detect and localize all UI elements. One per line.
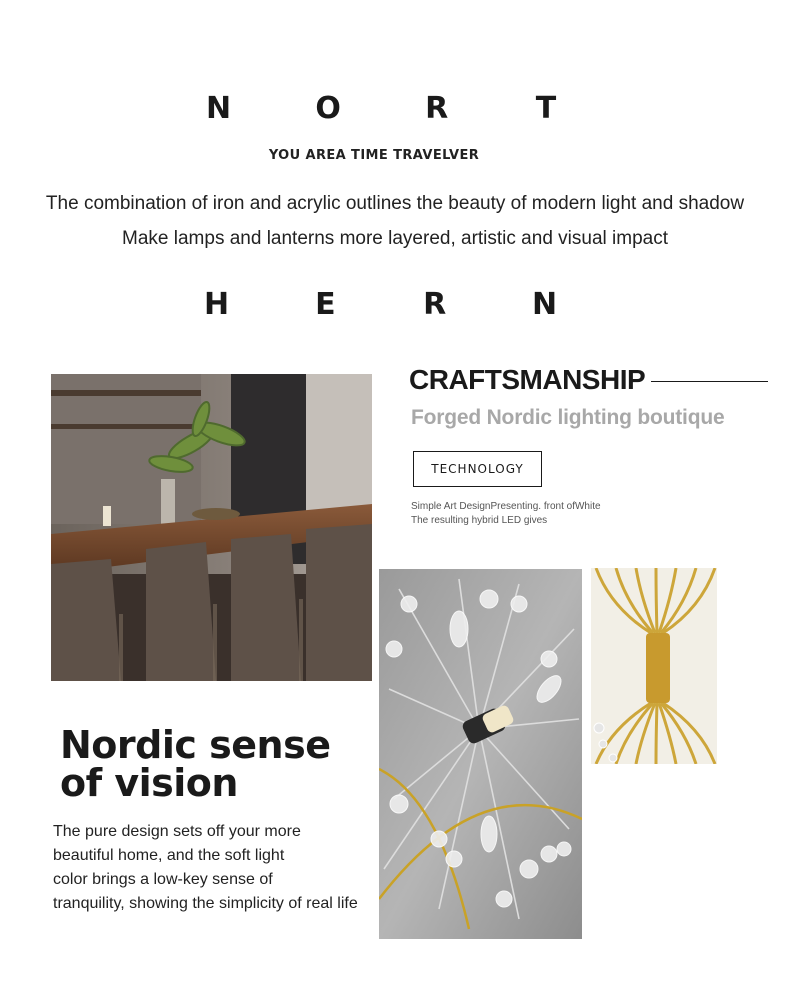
intro-line-2: Make lamps and lanterns more layered, artistic and visual impact xyxy=(122,228,668,249)
intro-line-1: The combination of iron and acrylic outlines the beauty of modern light and shadow xyxy=(45,193,745,214)
nordic-body-line-3: color brings a low-key sense of xyxy=(53,871,273,888)
nordic-body-line-2: beautiful home, and the soft light xyxy=(53,847,285,864)
letter: E xyxy=(315,286,336,322)
letter: N xyxy=(531,286,558,322)
craftsmanship-description xyxy=(411,500,601,528)
letter: T xyxy=(535,90,557,126)
craft-desc-line-1: Simple Art DesignPresenting. front ofWhite xyxy=(411,501,601,512)
letter: O xyxy=(315,90,341,126)
craft-desc-line-2: The resulting hybrid LED gives xyxy=(411,515,548,526)
letter: H xyxy=(204,286,230,322)
nordic-body-line-4: tranquility, showing the simplicity of real life xyxy=(53,895,358,912)
letter: R xyxy=(423,286,447,322)
letter: R xyxy=(425,90,449,126)
nordic-body-text xyxy=(53,820,358,916)
nordic-heading xyxy=(60,723,331,805)
nordic-heading-line-2: of vision xyxy=(60,761,238,805)
dining-room-photo xyxy=(51,374,372,681)
technology-button[interactable]: TECHNOLOGY xyxy=(413,451,542,487)
craftsmanship-heading: CRAFTSMANSHIP xyxy=(409,364,646,395)
nordic-body-line-1: The pure design sets off your more xyxy=(53,823,301,840)
letter: N xyxy=(206,90,232,126)
heading-divider xyxy=(651,381,768,382)
craftsmanship-subheading: Forged Nordic lighting boutique xyxy=(411,406,725,429)
spaced-letters-bottom xyxy=(204,285,556,323)
nordic-heading-line-1: Nordic sense xyxy=(60,723,331,767)
crystal-chandelier-photo xyxy=(379,569,582,939)
tagline: YOU AREA TIME TRAVELVER xyxy=(268,148,480,163)
intro-description xyxy=(0,186,790,256)
gold-lamp-photo xyxy=(591,568,717,764)
spaced-letters-top xyxy=(206,89,558,127)
